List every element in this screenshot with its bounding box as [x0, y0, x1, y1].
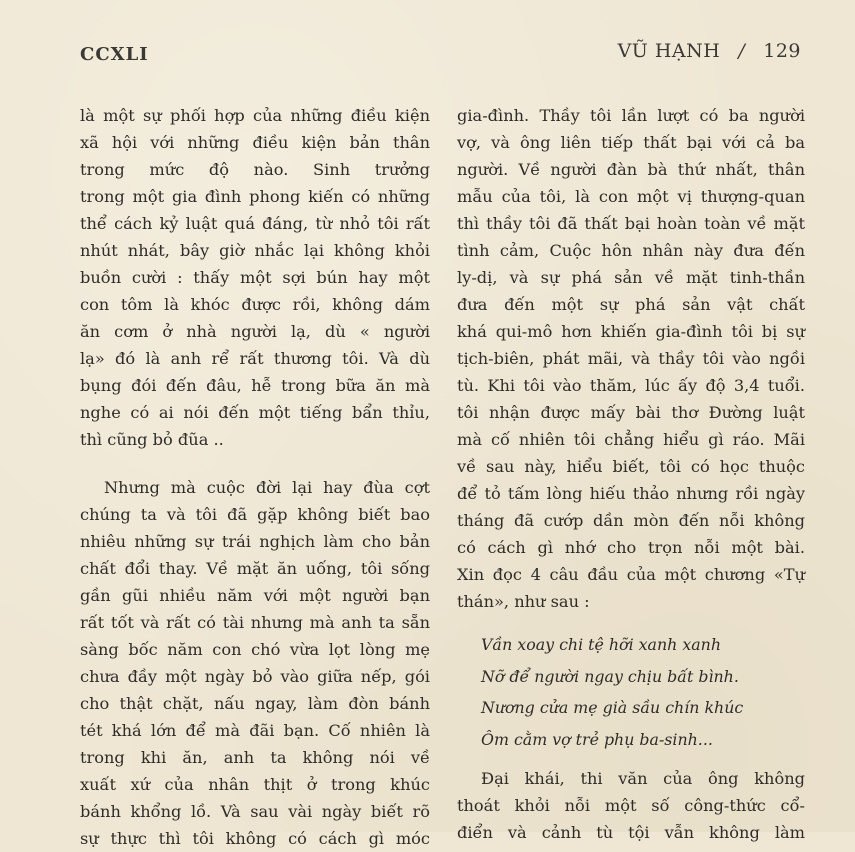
left-paragraph-2 — [80, 474, 430, 852]
text-line: Đại khái, thi văn của ông không — [481, 769, 805, 788]
text-line: Nhưng mà cuộc đời lại hay đùa cợt — [104, 478, 430, 497]
text-line: nhiêu những sự trái nghịch làm cho bản — [80, 532, 430, 551]
text-line: sàng bốc năm con chó vừa lọt lòng mẹ — [80, 640, 430, 659]
text-line: có cách gì nhớ cho trọn nỗi một bài. — [457, 538, 805, 557]
text-line: vợ, và ông liên tiếp thất bại với cả ba — [457, 133, 805, 152]
text-line: điển và cảnh tù tội vẫn không làm — [457, 823, 805, 842]
text-line: khá qui-mô hơn khiến gia-đình tôi bị sự — [457, 322, 805, 341]
text-line: nhút nhát, bây giờ nhắc lại không khỏi — [80, 241, 430, 260]
poem-line: Vần xoay chi tệ hỡi xanh xanh — [481, 635, 722, 654]
text-line: gần gũi nhiều năm với một người bạn — [80, 586, 430, 605]
poem-block — [481, 629, 805, 755]
text-line: tôi nhận được mấy bài thơ Đường luật — [457, 403, 805, 422]
text-line: về sau này, hiểu biết, tôi có học thuộc — [457, 457, 805, 476]
text-line: mẫu của tôi, là con một vị thượng-quan — [457, 187, 805, 206]
text-line: ăn cơm ở nhà người lạ, dù « người — [80, 322, 430, 341]
text-line: thoát khỏi nỗi một số công-thức cổ- — [457, 796, 805, 815]
text-line: bánh khổng lồ. Và sau vài ngày biết rõ — [80, 802, 430, 821]
text-line: tình cảm, Cuộc hôn nhân này đưa đến — [457, 241, 805, 260]
paragraph-gap — [80, 453, 430, 474]
text-line: xuất xứ của nhân thịt ở trong khúc — [80, 775, 430, 794]
text-line: thì thầy tôi đã thất bại hoàn toàn về mặt — [457, 214, 805, 233]
left-column — [80, 102, 430, 852]
text-line: đưa đến một sự phá sản vật chất — [457, 295, 805, 314]
text-line: thì cũng bỏ đũa .. — [80, 430, 224, 449]
text-line: trong mức độ nào. Sinh trưởng — [80, 160, 430, 179]
right-paragraph-2 — [457, 765, 805, 846]
left-paragraph-1 — [80, 102, 430, 453]
text-line: trong một gia đình phong kiến có những — [80, 187, 430, 206]
right-column — [457, 102, 805, 846]
text-line: buồn cười : thấy một sợi bún hay một — [80, 268, 430, 287]
text-line: mà cố nhiên tôi chẳng hiểu gì ráo. Mãi — [457, 430, 805, 449]
text-line: tét khá lớn để mà đãi bạn. Cố nhiên là — [80, 721, 430, 740]
text-line: ly-dị, và sự phá sản về mặt tinh-thần — [457, 268, 805, 287]
poem-line: Nương cửa mẹ già sầu chín khúc — [481, 698, 744, 717]
text-line: rất tốt và rất có tài nhưng mà anh ta sẵn — [80, 613, 430, 632]
chapter-label: CCXLI — [80, 44, 149, 65]
text-line: chưa đầy một ngày bỏ vào giữa nếp, gói — [80, 667, 430, 686]
text-line: xã hội với những điều kiện bản thân — [80, 133, 430, 152]
text-line: Xin đọc 4 câu đầu của một chương «Tự — [457, 565, 805, 584]
text-line: chúng ta và tôi đã gặp không biết bao — [80, 505, 430, 524]
header-separator: / — [738, 40, 746, 62]
text-line: con tôm là khóc được rồi, không dám — [80, 295, 430, 314]
text-line: là một sự phối hợp của những điều kiện — [80, 106, 430, 125]
text-line: bụng đói đến đâu, hễ trong bữa ăn mà — [80, 376, 430, 395]
right-paragraph-1 — [457, 102, 805, 615]
poem-line: Nỡ để người ngay chịu bất bình. — [481, 666, 739, 686]
running-header — [618, 40, 801, 62]
text-line: tù. Khi tôi vào thăm, lúc ấy độ 3,4 tuổi. — [457, 376, 805, 395]
author-name: VŨ HẠNH — [617, 40, 721, 62]
text-line: để tỏ tấm lòng hiếu thảo nhưng rồi ngày — [457, 484, 805, 503]
text-line: chất đổi thay. Về mặt ăn uống, tôi sống — [80, 559, 430, 578]
text-line: thán», như sau : — [457, 592, 590, 611]
poem-line: Ôm cằm vợ trẻ phụ ba-sinh... — [481, 729, 713, 749]
text-line: lạ» đó là anh rể rất thương tôi. Và dù — [80, 349, 430, 368]
text-line: người. Về người đàn bà thứ nhất, thân — [457, 160, 805, 179]
text-line: thể cách kỷ luật quá đáng, từ nhỏ tôi rất — [80, 214, 430, 233]
page-number: 129 — [763, 40, 801, 62]
text-line: tịch-biên, phát mãi, và thầy tôi vào ngồi — [457, 349, 805, 368]
text-line: sự thực thì tôi không có cách gì móc — [80, 829, 430, 848]
text-line: tháng đã cướp dần mòn đến nỗi không — [457, 511, 805, 530]
text-line: cho thật chặt, nấu ngay, làm đòn bánh — [80, 694, 430, 713]
text-line: nghe có ai nói đến một tiếng bẩn thỉu, — [80, 403, 430, 422]
text-line: gia-đình. Thầy tôi lần lượt có ba người — [457, 106, 805, 125]
text-line: trong khi ăn, anh ta không nói về — [80, 748, 430, 767]
